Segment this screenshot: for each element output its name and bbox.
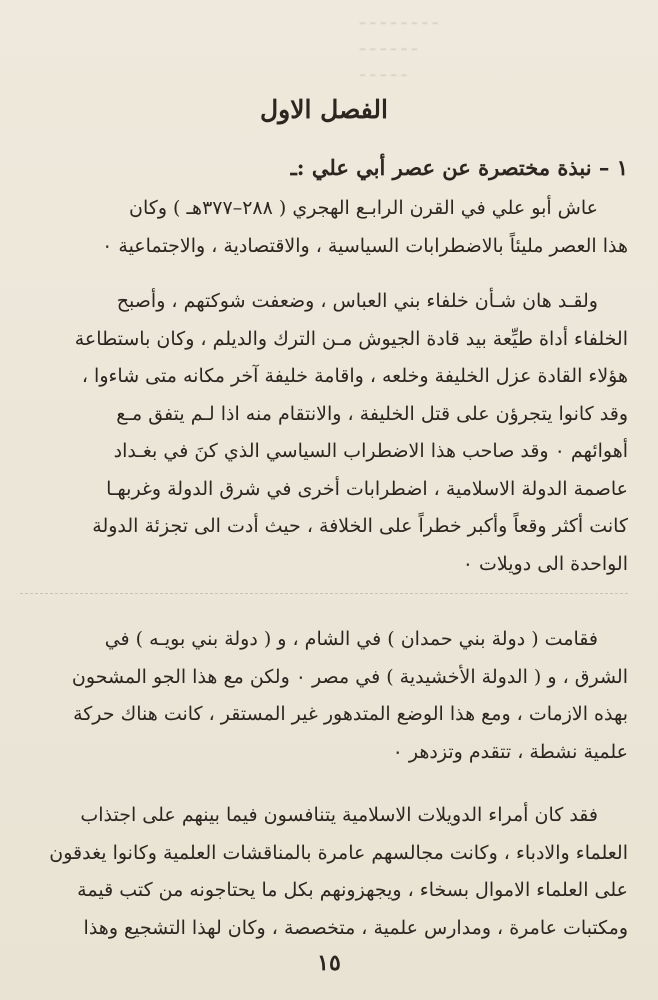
paragraph-line: الشرق ، و ( الدولة الأخشيدية ) في مصر ٠ ولكن مع هذا الجو المشحون	[71, 665, 628, 688]
paragraph-3	[20, 621, 628, 771]
paragraph-line: ومكتبات عامرة ، ومدارس علمية ، متخصصة ، وكان لهذا التشجيع وهذا	[83, 916, 628, 939]
paragraph-line: فقامت ( دولة بني حمدان ) في الشام ، و ( دولة بني بويـه ) في	[104, 628, 598, 650]
paragraph-line: علمية نشطة ، تتقدم وتزدهر ٠	[392, 740, 628, 763]
bleed-line: ـ ـ ـ ـ ـ ـ ـ ـ	[360, 9, 438, 29]
page-number: ١٥	[317, 950, 341, 976]
paragraph-line: كانت أكثر وقعاً وأكبر خطراً على الخلافة ، حيث أدت الى تجزئة الدولة	[92, 515, 628, 537]
paragraph-line: فقد كان أمراء الدويلات الاسلامية يتنافسون فيما بينهم على اجتذاب	[80, 804, 598, 826]
paragraph-line: عاش أبو علي في القرن الرابـع الهجري ( ٢٨٨–٣٧٧هـ ) وكان	[129, 197, 598, 219]
bleed-through-text	[360, 6, 640, 96]
paragraph-2	[20, 283, 628, 583]
paragraph-line: على العلماء الاموال بسخاء ، ويجهزونهم بكل ما يحتاجونه من كتب قيمة	[77, 879, 628, 901]
section-heading: ١ – نبذة مختصرة عن عصر أبي علي :ـ	[290, 155, 628, 180]
page-content	[20, 92, 628, 947]
paragraph-line: العلماء والادباء ، وكانت مجالسهم عامرة بالمناقشات العلمية وكانوا يغدقون	[49, 841, 628, 864]
paragraph-line: عاصمة الدولة الاسلامية ، اضطرابات أخرى في شرق الدولة وغربهـا	[106, 477, 628, 500]
paragraph-1	[20, 190, 628, 265]
paragraph-line: هذا العصر مليئاً بالاضطرابات السياسية ، والاقتصادية ، والاجتماعية ٠	[102, 234, 628, 257]
paragraph-line: ولقـد هان شـأن خلفاء بني العباس ، وضعفت شوكتهم ، وأصبح	[116, 290, 598, 312]
bleed-line: ـ ـ ـ ـ ـ	[360, 61, 407, 81]
chapter-title: الفصل الاول	[260, 95, 388, 124]
paragraph-line: الخلفاء أداة طيِّعة بيد قادة الجيوش مـن الترك والديلم ، وكان باستطاعة	[74, 327, 628, 350]
paragraph-line: الواحدة الى دويلات ٠	[462, 552, 628, 575]
paragraph-4	[20, 797, 628, 947]
paragraph-line: أهوائهم ٠ وقد صاحب هذا الاضطراب السياسي الذي كنَ في بغـداد	[113, 440, 628, 462]
bleed-line: ـ ـ ـ ـ ـ ـ	[360, 35, 417, 55]
faint-divider	[20, 593, 628, 595]
paragraph-line: وقد كانوا يتجرؤن على قتل الخليفة ، والانتقام منه اذا لـم يتفق مـع	[116, 402, 628, 425]
paragraph-line: هؤلاء القادة عزل الخليفة وخلعه ، واقامة خليفة آخر مكانه متى شاءوا ،	[81, 365, 628, 387]
paragraph-line: بهذه الازمات ، ومع هذا الوضع المتدهور غير المستقر ، كانت هناك حركة	[73, 703, 628, 725]
